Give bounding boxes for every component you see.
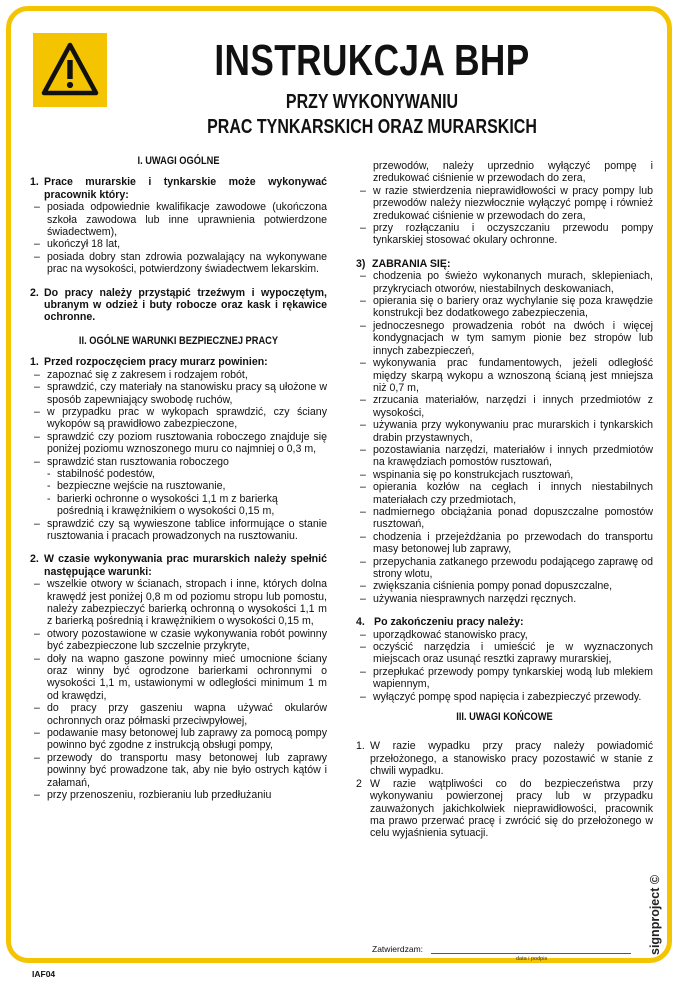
rule-2-3: 3) ZABRANIA SIĘ:: [356, 257, 451, 270]
rule-1-1: 1. Prace murarskie i tynkarskie może wykonywać pracownik który:: [30, 176, 327, 201]
rule-1-2: 2. Do pracy należy przystąpić trzeźwym i wypoczętym, ubranym w odzież i buty robocze oraz kask i rękawice ochronne.: [30, 286, 327, 324]
list-item: – chodzenia i przejeżdżania po przewodach do transportu masy betonowej lub zaprawy,: [356, 531, 653, 556]
list-item: – pozostawiania narzędzi, materiałów i innych przedmiotów na krawędziach pomostów rusztowań,: [356, 444, 653, 469]
list-item: – sprawdzić czy są wywieszone tablice informujące o stanie rusztowania i pracach prowadzonych na rusztowaniu.: [30, 518, 327, 543]
rule-1-1-list: [30, 201, 327, 275]
list-item: – zrzucania materiałów, narzędzi i innych przedmiotów z wysokości,: [356, 394, 653, 419]
list-item: – używania niesprawnych narzędzi ręcznych.: [356, 593, 653, 605]
list-item: – wspinania się po konstrukcjach rusztowań,: [356, 469, 653, 481]
signature-line: [431, 953, 631, 954]
prohibitions-list: [356, 270, 653, 605]
list-item: – ukończył 18 lat,: [30, 238, 327, 250]
page-subtitle-1: PRZY WYKONYWANIU: [285, 91, 459, 113]
list-item: - stabilność podestów,: [30, 468, 327, 480]
list-item: – otwory pozostawione w czasie wykonywania robót powinny być zabezpieczone lub szczelnie przykryte,: [30, 628, 327, 653]
brand-mark: signproject ©: [648, 874, 662, 955]
section-heading-1: I. UWAGI OGÓLNE: [137, 155, 220, 167]
list-item: – w przypadku prac w wykopach sprawdzić, czy ściany wykopów są prawidłowo zabezpieczone,: [30, 406, 327, 431]
list-item: – jednoczesnego prowadzenia robót na dwóch i więcej kondygnacjach w tym samym pionie bez stropów lub innych zabezpieczeń,: [356, 320, 653, 357]
warning-badge: [33, 33, 107, 107]
list-item: – nadmiernego obciążania ponad dopuszczalne pomostów rusztowań,: [356, 506, 653, 531]
page-title: INSTRUKCJA BHP: [214, 36, 530, 85]
rule-2-2: 2. W czasie wykonywania prac murarskich należy spełnić następujące warunki:: [30, 553, 327, 578]
section-heading-2: II. OGÓLNE WARUNKI BEZPIECZNEJ PRACY: [78, 334, 279, 347]
list-item: – przy przenoszeniu, rozbieraniu lub przedłużaniu: [30, 789, 327, 801]
rule-2-1-list: [30, 369, 327, 468]
list-item: – zwiększania ciśnienia pompy ponad dopuszczalne,: [356, 580, 653, 592]
list-item: – wszelkie otwory w ścianach, stropach i inne, których dolna krawędź jest poniżej 0,8 m od poziomu stropu lub pomostu, należy zabezpieczyć barierką ochronną o wysokości 1,1 m z barierką pośrednią i krawężnikiem o wysokości 0,15 m,: [30, 578, 327, 628]
approve-label: Zatwierdzam:: [372, 944, 424, 954]
list-item: - barierki ochronne o wysokości 1,1 m z barierką pośrednią i krawężnikiem o wysokości 0,15 m,: [30, 493, 327, 518]
list-item: – sprawdzić, czy materiały na stanowisku pracy są ułożone w sposób zapewniający swobodę ruchów,: [30, 381, 327, 406]
list-item-continued: przewodów, należy uprzednio wyłączyć pompę i zredukować ciśnienie w przewodach do zera,: [373, 160, 653, 185]
section-heading-3: III. UWAGI KOŃCOWE: [456, 711, 553, 724]
right-column: [356, 160, 653, 840]
date-signature-caption: data i podpis: [516, 956, 548, 962]
list-item: – przepychania zatkanego przewodu podającego zaprawę od strony wlotu,: [356, 556, 653, 581]
list-item: – wykonywania prac fundamentowych, jeżeli odległość między skarpą wykopu a wznoszoną ścianą jest mniejsza niż 0,7 m,: [356, 357, 653, 394]
list-item: – posiada dobry stan zdrowia pozwalający na wykonywane prac na wysokości, potwierdzony świadectwem lekarskim.: [30, 251, 327, 276]
final-rule-2: 2 W razie wątpliwości co do bezpieczeństwa przy wykonywaniu powierzonej pracy lub w przypadku zauważonych jakichkolwiek nieprawidłowości, pracownik ma prawo przerwać pracę i zwrócić się do przełożonego w celu wyjaśnienia sytuacji.: [356, 777, 653, 840]
list-item: – chodzenia po świeżo wykonanych murach, sklepieniach, przykryciach otworów, niestabilnych deskowaniach,: [356, 270, 653, 295]
list-item: – opierania kozłów na cegłach i innych niestabilnych materiałach czy przedmiotach,: [356, 481, 653, 506]
list-item: – przy rozłączaniu i oczyszczaniu przewodu pompy tynkarskiej stosować okulary ochronne.: [356, 222, 653, 247]
list-item: – posiada odpowiednie kwalifikacje zawodowe (ukończona szkoła zawodowa lub inne uprawnienia potwierdzone świadectwem),: [30, 201, 327, 238]
rule-2-4: 4. Po zakończeniu pracy należy:: [356, 616, 524, 629]
list-item: – oczyścić narzędzia i umieścić je w wyznaczonych miejscach oraz usunąć resztki zaprawy murarskiej,: [356, 641, 653, 666]
list-item: – używania przy wykonywaniu prac murarskich i tynkarskich drabin przystawnych,: [356, 419, 653, 444]
rule-2-2-list: [30, 578, 327, 801]
after-work-list: [356, 629, 653, 703]
page-subtitle-2: PRAC TYNKARSKICH ORAZ MURARSKICH: [207, 116, 537, 138]
list-item: - bezpieczne wejście na rusztowanie,: [30, 480, 327, 492]
list-item: – przepłukać przewody pompy tynkarskiej wodą lub mlekiem wapiennym,: [356, 666, 653, 691]
rule-2-1-sublist: [30, 468, 327, 518]
warning-triangle-icon: [41, 42, 99, 96]
list-item: – wyłączyć pompę spod napięcia i zabezpieczyć przewody.: [356, 691, 653, 703]
list-item: – przewody do transportu masy betonowej lub zaprawy powinny być prowadzone tak, aby nie było ostrych kątów i załamań,: [30, 752, 327, 789]
list-item: – do pracy przy gaszeniu wapna używać okularów ochronnych oraz półmaski przeciwpyłowej,: [30, 702, 327, 727]
rule-2-1: 1. Przed rozpoczęciem pracy murarz powinien:: [30, 356, 268, 369]
list-item: – zapoznać się z zakresem i rodzajem robót,: [30, 369, 327, 381]
rule-2-1-list-b: [30, 518, 327, 543]
list-item: – w razie stwierdzenia nieprawidłowości w pracy pompy lub przewodów należy niezwłocznie wyłączyć pompę i również zredukować ciśnienie w przewodach do zera,: [356, 185, 653, 222]
left-column: [30, 155, 327, 802]
list-item: – opierania się o bariery oraz wychylanie się poza krawędzie konstrukcji bez dodatkowego zabezpieczenia,: [356, 295, 653, 320]
list-item: – uporządkować stanowisko pracy,: [356, 629, 653, 641]
rule-2-2-list-b: [356, 185, 653, 247]
list-item: – sprawdzić czy poziom rusztowania roboczego znajduje się poniżej poziomu wznoszonego muru co najmniej o 0,3 m,: [30, 431, 327, 456]
list-item: – sprawdzić stan rusztowania roboczego: [30, 456, 327, 468]
list-item: – doły na wapno gaszone powinny mieć umocnione ściany oraz winny być ogrodzone barierkami ochronnymi o wysokości 1,1 m, ustawionymi w odległości minimum 1 m od krawędzi,: [30, 653, 327, 703]
product-code: IAF04: [32, 969, 56, 979]
final-rule-1: 1. W razie wypadku przy pracy należy powiadomić przełożonego, a stanowisko pracy pozostawić w stanie z chwili wypadku.: [356, 740, 653, 778]
list-item: – podawanie masy betonowej lub zaprawy za pomocą pompy powinno być zgodne z instrukcją obsługi pompy,: [30, 727, 327, 752]
